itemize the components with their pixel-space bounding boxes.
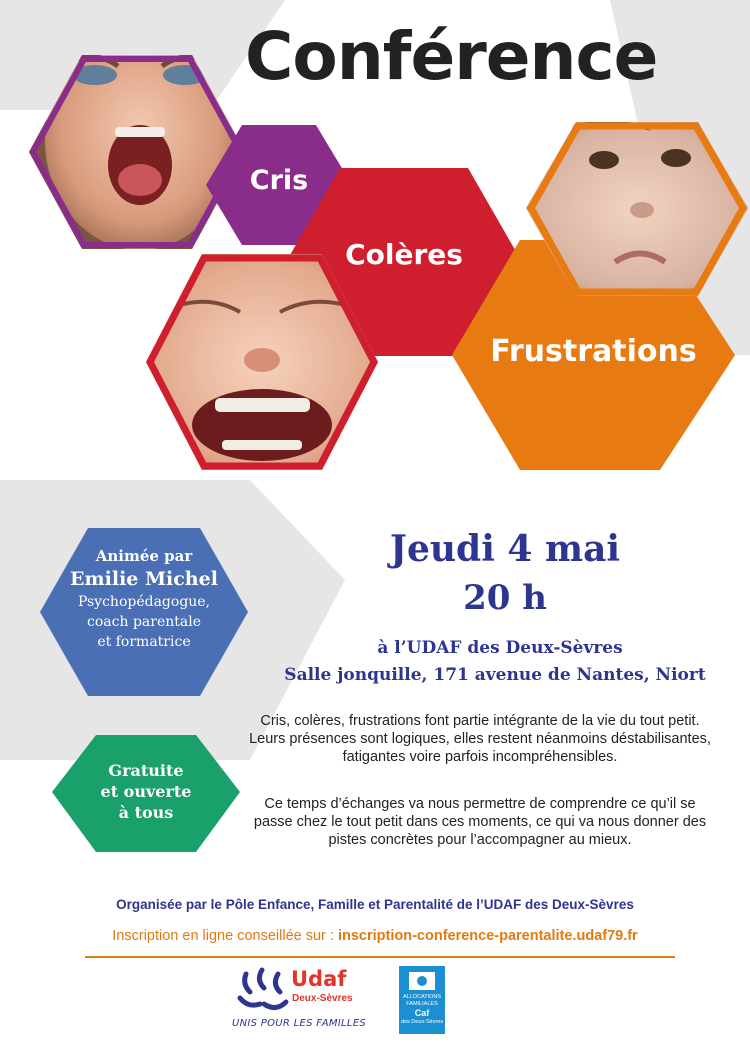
speaker-intro: Animée par — [95, 547, 193, 565]
speaker-role-line3: et formatrice — [97, 634, 191, 650]
inscription-line — [40, 928, 710, 944]
page-title: Conférence — [245, 18, 658, 95]
caf-line1: ALLOCATIONS — [402, 994, 442, 1000]
description-line: fatigantes voire parfois incompréhensibles. — [342, 749, 618, 765]
description-line: passe chez le tout petit dans ces moments, ce qui va nous donner des — [253, 814, 707, 830]
event-date: Jeudi 4 mai — [389, 528, 621, 570]
access-line1: Gratuite — [108, 761, 184, 780]
description-line: Leurs présences sont logiques, elles restent néanmoins déstabilisantes, — [249, 731, 711, 747]
organizer-text: Organisée par le Pôle Enfance, Famille et Parentalité de l’UDAF des Deux-Sèvres — [116, 897, 634, 912]
inscription-label: Inscription en ligne conseillée sur : — [112, 928, 338, 944]
description-paragraph-1 — [225, 712, 735, 766]
description-paragraph-2 — [225, 795, 735, 849]
description-line: pistes concrètes pour l’accompagner au mieux. — [328, 832, 632, 848]
cris-label: Cris — [249, 165, 309, 196]
udaf-logo-name: Udaf — [291, 967, 347, 991]
speaker-role-line2: coach parentale — [87, 614, 201, 630]
caf-logo-text — [399, 994, 445, 1026]
caf-name: Caf — [414, 1008, 430, 1018]
speaker-name: Emilie Michel — [70, 568, 218, 590]
access-block — [52, 760, 240, 823]
speaker-block — [40, 546, 248, 652]
speaker-role-line1: Psychopédagogue, — [77, 594, 211, 610]
venue-line2: Salle jonquille, 171 avenue de Nantes, Niort — [284, 665, 706, 685]
frustrations-label: Frustrations — [490, 334, 697, 369]
caf-region: des Deux-Sèvres — [400, 1019, 444, 1025]
caf-line2: FAMILIALES — [406, 1001, 438, 1007]
description-line: Cris, colères, frustrations font partie intégrante de la vie du tout petit. — [260, 713, 700, 729]
udaf-logo-region: Deux-Sèvres — [292, 993, 353, 1004]
venue-line1: à l’UDAF des Deux-Sèvres — [377, 638, 623, 658]
access-line2: et ouverte — [100, 782, 192, 801]
udaf-logo-mark — [240, 970, 286, 1008]
description-line: Ce temps d’échanges va nous permettre de comprendre ce qu’il se — [264, 796, 696, 812]
access-line3: à tous — [118, 803, 174, 822]
udaf-logo-tagline: UNIS POUR LES FAMILLES — [232, 1018, 367, 1029]
footer-divider — [85, 956, 675, 958]
event-time: 20 h — [463, 578, 547, 618]
inscription-link[interactable]: inscription-conference-parentalite.udaf79.fr — [337, 928, 638, 944]
coleres-label: Colères — [345, 238, 463, 271]
